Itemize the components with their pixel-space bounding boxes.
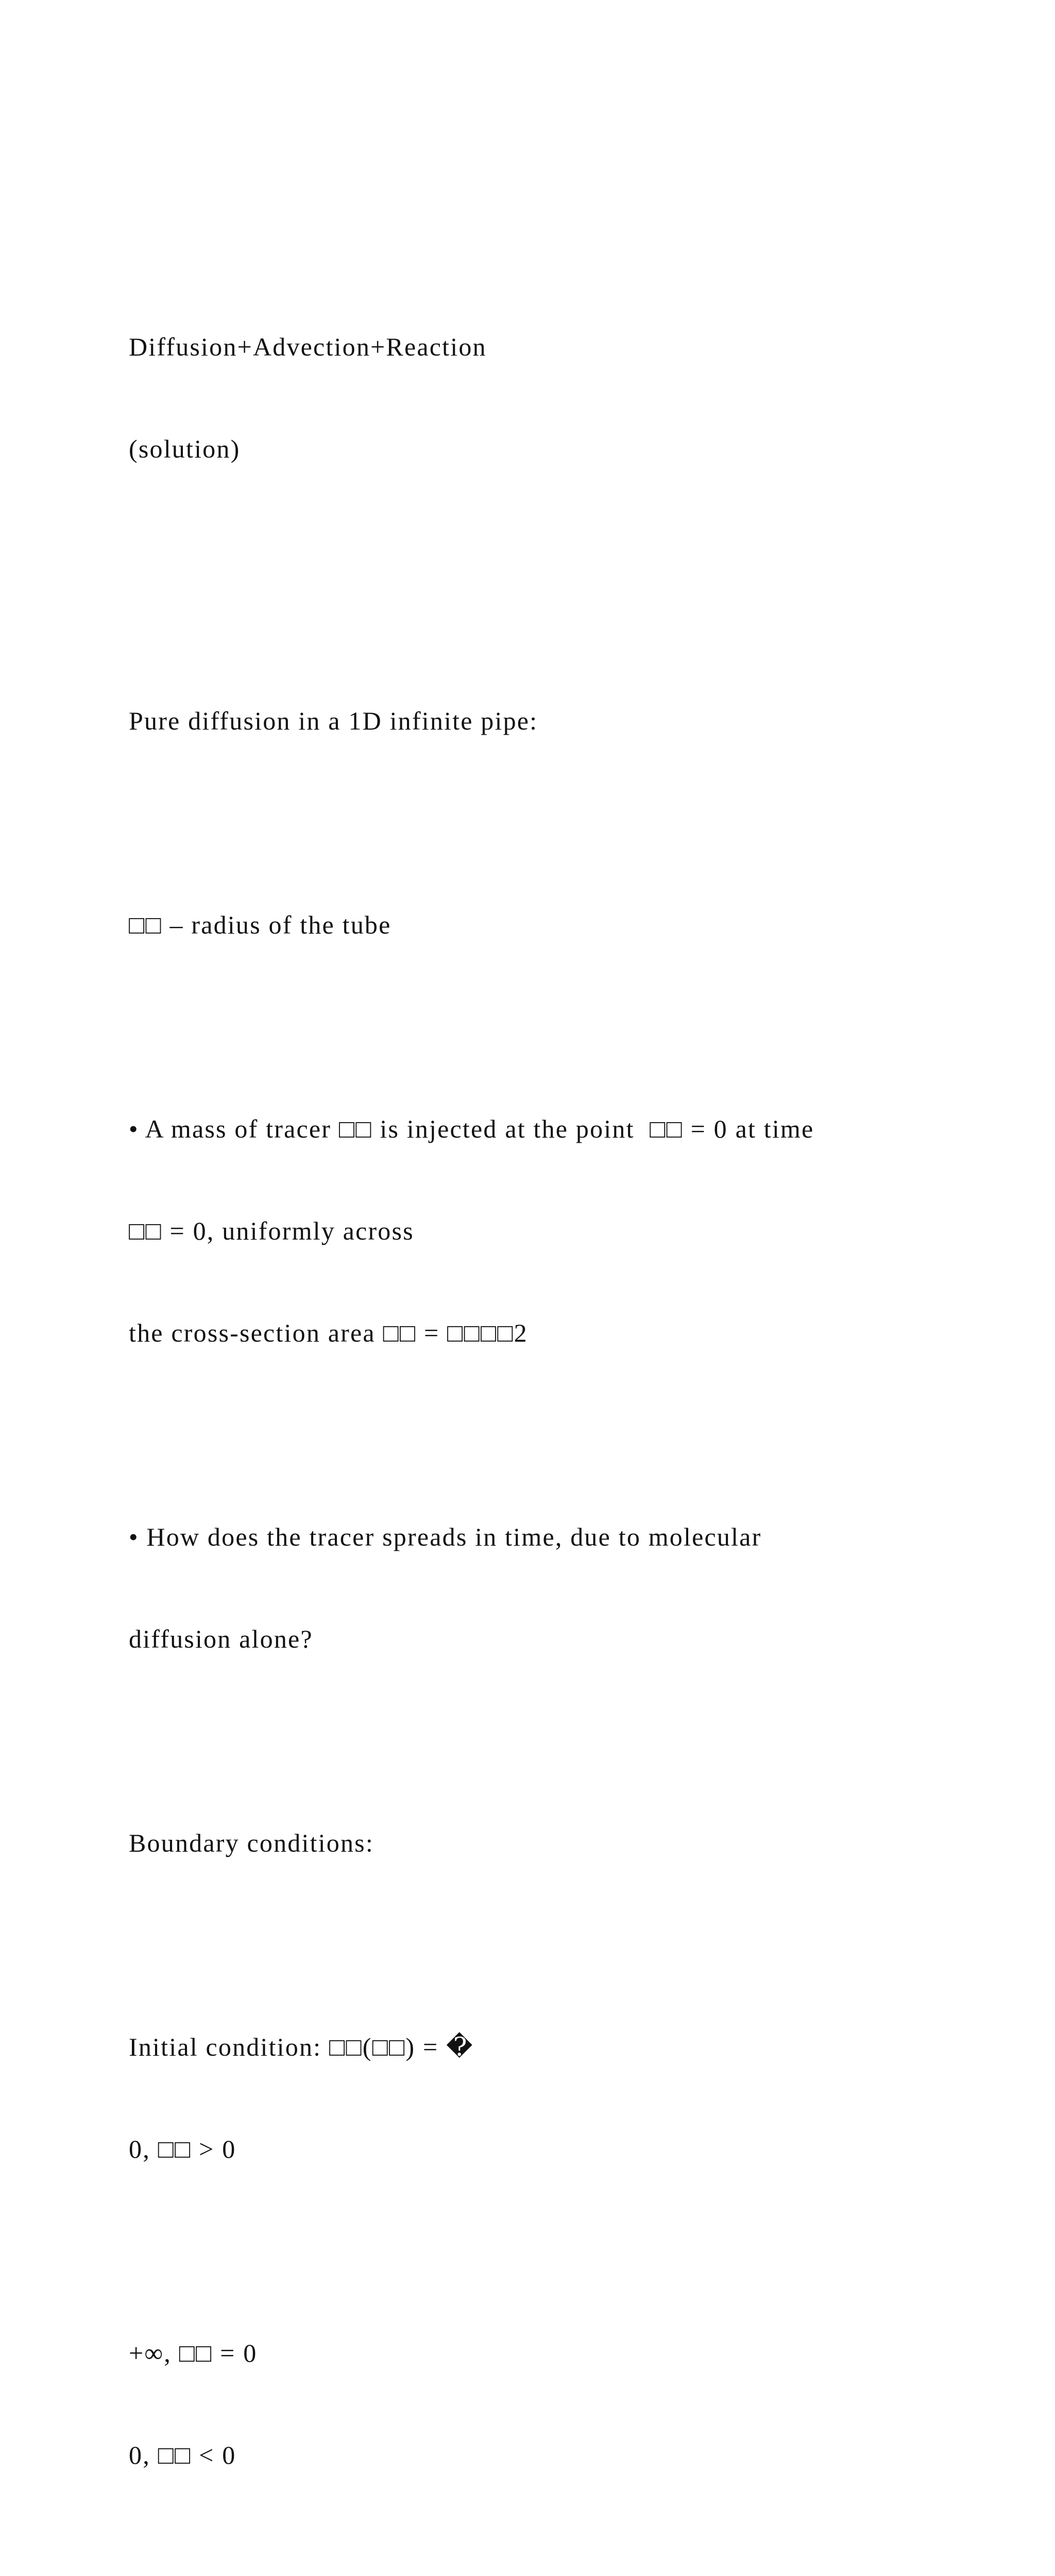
document-body — [129, 262, 979, 2576]
spacer — [129, 1418, 979, 1452]
bullet-1-line-3: the cross-section area □□ = □□□□2 — [129, 1318, 528, 1347]
bullet-1-line-2: □□ = 0, uniformly across — [129, 1216, 414, 1245]
spacer — [129, 1928, 979, 1962]
section-heading: Pure diffusion in a 1D infinite pipe: — [129, 706, 538, 735]
radius-definition: □□ – radius of the tube — [129, 910, 392, 939]
initial-condition-line-1: Initial condition: □□(□□) = � — [129, 2032, 474, 2061]
spacer — [129, 1010, 979, 1044]
boundary-conditions-heading: Boundary conditions: — [129, 1828, 374, 1857]
spacer — [129, 2540, 979, 2574]
bullet-1-line-1: • A mass of tracer □□ is injected at the point □□ = 0 at time — [129, 1114, 814, 1143]
bullet-2-line-2: diffusion alone? — [129, 1624, 313, 1653]
document-title-line-1: Diffusion+Advection+Reaction — [129, 332, 487, 361]
document-title-line-2: (solution) — [129, 434, 241, 463]
initial-condition-line-2: 0, □□ > 0 — [129, 2134, 236, 2163]
spacer — [129, 534, 979, 636]
spacer — [129, 1724, 979, 1758]
spacer — [129, 2234, 979, 2268]
case-line-2: 0, □□ < 0 — [129, 2441, 236, 2469]
bullet-2-line-1: • How does the tracer spreads in time, due to molecular — [129, 1522, 762, 1551]
case-line-1: +∞, □□ = 0 — [129, 2338, 258, 2367]
spacer — [129, 806, 979, 840]
